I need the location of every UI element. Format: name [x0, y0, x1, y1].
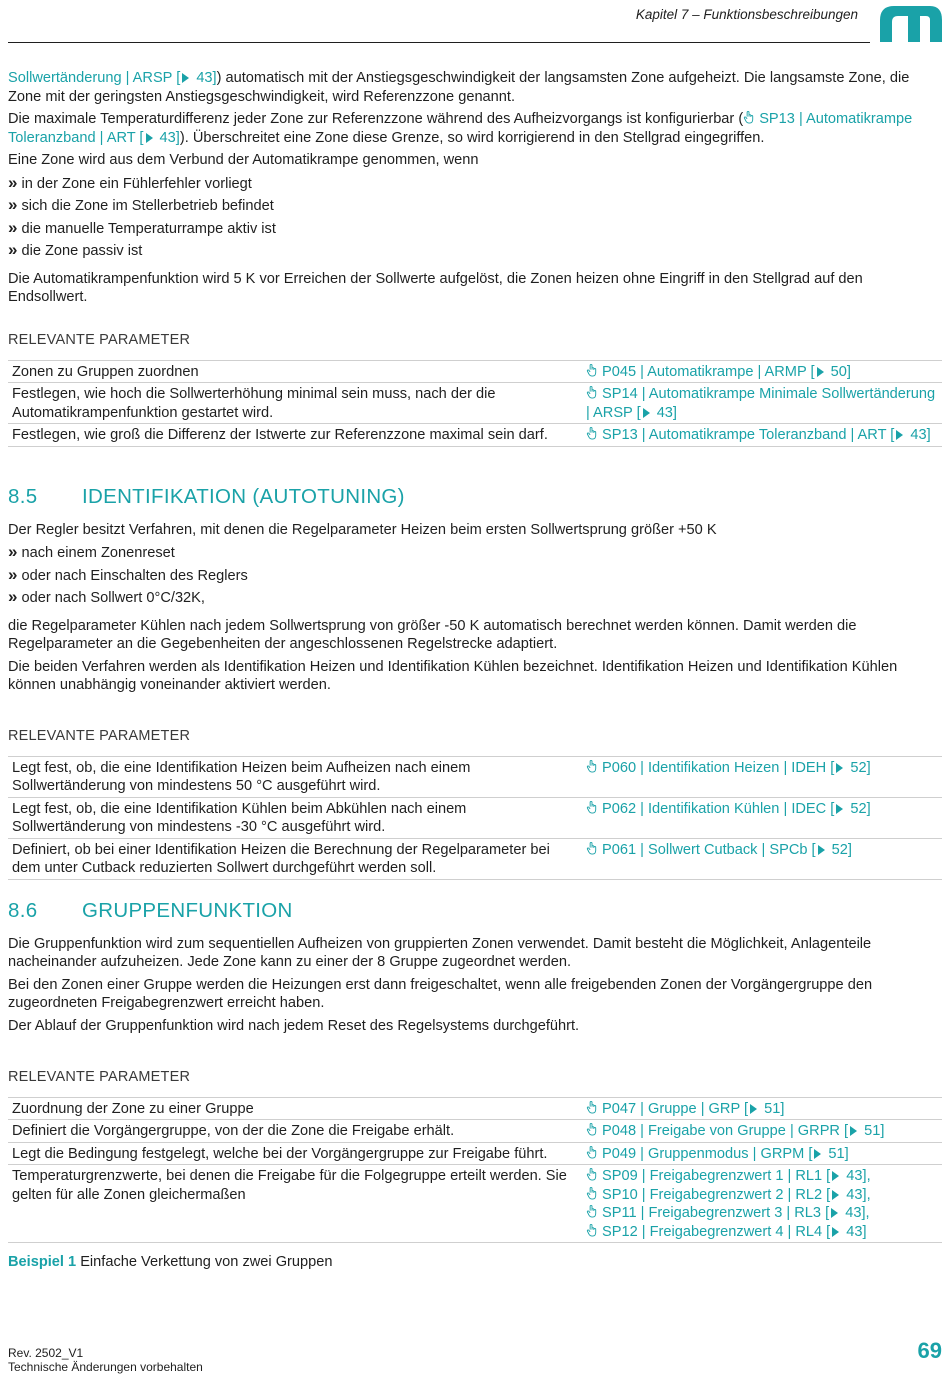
section-heading: 8.5 IDENTIFIKATION (AUTOTUNING) [8, 485, 405, 508]
param-link[interactable]: SP14 | Automatikrampe Minimale Sollwertänderung | ARSP [ 43] [574, 383, 942, 424]
params-table-1 [8, 360, 942, 447]
hand-pointer-icon [586, 1146, 598, 1159]
hand-pointer-icon [586, 364, 598, 377]
page-arrow-icon [831, 1208, 838, 1218]
section-paragraph: die Regelparameter Kühlen nach jedem Sollwertsprung von größer -50 K automatisch berechnet werden können. Damit werden die Regelparameter an die Gegebenheiten der angeschlossenen Regelstrecke adaptiert. [8, 617, 857, 652]
hand-pointer-icon [586, 1187, 598, 1200]
page-arrow-icon [817, 367, 824, 377]
param-description: Definiert, ob bei einer Identifikation Heizen die Berechnung der Regelparameter bei dem unter Cutback reduzierten Sollwert durchgeführt werden soll. [8, 838, 574, 879]
list-item: » die Zone passiv ist [8, 240, 143, 259]
page-arrow-icon [836, 763, 843, 773]
chapter-title: Kapitel 7 – Funktionsbeschreibungen [635, 7, 858, 22]
list-item: » die manuelle Temperaturrampe aktiv ist [8, 217, 276, 237]
page-arrow-icon [750, 1104, 757, 1114]
param-link[interactable]: SP10 | Freigabegrenzwert 2 | RL2 [ 43], [586, 1186, 938, 1205]
chevron-right-icon: » [8, 587, 18, 606]
page-arrow-icon [850, 1126, 857, 1136]
intro-paragraph-3: Eine Zone wird aus dem Verbund der Automatikrampe genommen, wenn [8, 152, 479, 168]
params-section-3 [8, 1068, 942, 1272]
chevron-right-icon: » [8, 172, 18, 192]
hand-pointer-icon [586, 1224, 598, 1237]
hand-pointer-icon [586, 801, 598, 814]
params-section-2 [8, 727, 942, 880]
list-item: » oder nach Einschalten des Reglers [8, 564, 248, 584]
section-8-6 [8, 899, 942, 1039]
header-rule [8, 42, 870, 43]
param-description: Zonen zu Gruppen zuordnen [8, 360, 574, 383]
page-arrow-icon [814, 1149, 821, 1159]
table-row [8, 1097, 942, 1120]
params-label: RELEVANTE PARAMETER [8, 1069, 191, 1085]
page-arrow-icon [896, 430, 903, 440]
chevron-right-icon: » [8, 195, 18, 214]
intro-paragraph-4: Die Automatikrampenfunktion wird 5 K vor Erreichen der Sollwerte aufgelöst, die Zonen heizen ohne Eingriff in den Stellgrad auf den Endsollwert. [8, 270, 863, 305]
params-label: RELEVANTE PARAMETER [8, 332, 191, 348]
table-row [8, 838, 942, 879]
hand-pointer-icon [586, 1101, 598, 1114]
param-description: Legt die Bedingung festgelegt, welche bei der Vorgängergruppe zur Freigabe führt. [8, 1142, 574, 1165]
param-link[interactable]: P048 | Freigabe von Gruppe | GRPR [ 51] [574, 1120, 942, 1143]
hand-pointer-icon [586, 1168, 598, 1181]
param-link[interactable]: P049 | Gruppenmodus | GRPM [ 51] [574, 1142, 942, 1165]
hand-pointer-icon [586, 1123, 598, 1136]
param-description: Temperaturgrenzwerte, bei denen die Freigabe für die Folgegruppe erteilt werden. Sie gelten für alle Zonen gleichermaßen [8, 1165, 574, 1243]
hand-pointer-icon [586, 760, 598, 773]
chevron-right-icon: » [8, 542, 18, 561]
hand-pointer-icon [743, 111, 755, 124]
table-row [8, 383, 942, 424]
param-description: Definiert die Vorgängergruppe, von der die Zone die Freigabe erhält. [8, 1120, 574, 1143]
table-row [8, 424, 942, 447]
table-row [8, 797, 942, 838]
example-caption: Beispiel 1 Einfache Verkettung von zwei Gruppen [8, 1254, 333, 1270]
list-item: » nach einem Zonenreset [8, 542, 175, 561]
condition-list [8, 543, 942, 608]
intro-paragraph-2: Die maximale Temperaturdifferenz jeder Zone zur Referenzzone während des Aufheizvorgangs ist konfigurierbar ( SP13 | Automatikrampe Toleranzband | ART [ 43]). Überschreitet eine Zone diese Grenze, so wird korrigierend in den Stellgrad eingegriffen. [8, 111, 913, 146]
page-arrow-icon [182, 73, 189, 83]
page-arrow-icon [146, 133, 153, 143]
param-link[interactable]: P060 | Identifikation Heizen | IDEH [ 52] [574, 756, 942, 797]
param-description: Legt fest, ob, die eine Identifikation Kühlen beim Abkühlen nach einem Sollwertänderung von mindestens -30 °C ausgeführt wird. [8, 797, 574, 838]
hand-pointer-icon [586, 386, 598, 399]
section-paragraph: Der Ablauf der Gruppenfunktion wird nach jedem Reset des Regelsystems durchgeführt. [8, 1017, 580, 1034]
hand-pointer-icon [586, 1205, 598, 1218]
page-arrow-icon [832, 1171, 839, 1181]
section-paragraph: Bei den Zonen einer Gruppe werden die Heizungen erst dann freigeschaltet, wenn alle freigebenden Zonen der Vorgängergruppe den zugeordneten Freigabegrenzwert erreicht haben. [8, 976, 873, 1011]
page-arrow-icon [832, 1190, 839, 1200]
section-paragraph: Die beiden Verfahren werden als Identifikation Heizen und Identifikation Kühlen bezeichnet. Identifikation Heizen und Identifikation Kühlen können unabhängig voneinander aktiviert werden. [8, 658, 898, 693]
link-sp13[interactable]: SP13 | Automatikrampe Toleranzband | ART [ 43] [8, 111, 913, 146]
hand-pointer-icon [586, 427, 598, 440]
chevron-right-icon: » [8, 240, 18, 259]
hand-pointer-icon [586, 842, 598, 855]
table-row [8, 1165, 942, 1243]
list-item: » sich die Zone im Stellerbetrieb befindet [8, 195, 274, 214]
section-paragraph: Die Gruppenfunktion wird zum sequentiellen Aufheizen von gruppierten Zonen verwendet. Damit besteht die Möglichkeit, Anlagenteile nacheinander aufzuheizen. Jede Zone kann zu einer der 8 Gruppe zugeordnet werden. [8, 935, 872, 970]
param-description: Zuordnung der Zone zu einer Gruppe [8, 1097, 574, 1120]
chevron-right-icon: » [8, 217, 18, 237]
page-arrow-icon [818, 845, 825, 855]
intro-section [8, 69, 942, 311]
param-link[interactable]: SP12 | Freigabegrenzwert 4 | RL4 [ 43] [586, 1223, 938, 1242]
param-link[interactable]: SP13 | Automatikrampe Toleranzband | ART [ 43] [574, 424, 942, 447]
table-row [8, 1142, 942, 1165]
section-8-5 [8, 485, 942, 699]
param-link[interactable]: P047 | Gruppe | GRP [ 51] [574, 1097, 942, 1120]
link-arsp[interactable]: Sollwertänderung | ARSP [ 43] [8, 70, 217, 86]
param-link[interactable]: SP11 | Freigabegrenzwert 3 | RL3 [ 43], [586, 1204, 938, 1223]
footer-note: Technische Änderungen vorbehalten [8, 1360, 203, 1374]
page-number: 69 [917, 1338, 942, 1363]
footer [8, 1346, 203, 1374]
intro-paragraph-1: Sollwertänderung | ARSP [ 43]) automatisch mit der Anstiegsgeschwindigkeit der langsamsten Zone aufgeheizt. Die langsamste Zone, die Zone mit der geringsten Anstiegsgeschwindigkeit, wird Referenzzone genannt. [8, 70, 910, 105]
chevron-right-icon: » [8, 564, 18, 584]
param-link-group [574, 1165, 942, 1243]
param-link[interactable]: P062 | Identifikation Kühlen | IDEC [ 52] [574, 797, 942, 838]
page-arrow-icon [832, 1227, 839, 1237]
params-section-1 [8, 331, 942, 447]
params-table-3 [8, 1097, 942, 1244]
list-item: » oder nach Sollwert 0°C/32K, [8, 587, 205, 606]
params-table-2 [8, 756, 942, 880]
brand-logo-icon [878, 2, 944, 44]
param-link[interactable]: P061 | Sollwert Cutback | SPCb [ 52] [574, 838, 942, 879]
section-heading: 8.6 GRUPPENFUNKTION [8, 899, 293, 922]
param-link[interactable]: SP09 | Freigabegrenzwert 1 | RL1 [ 43], [586, 1167, 938, 1186]
param-description: Legt fest, ob, die eine Identifikation Heizen beim Aufheizen nach einem Sollwertänderung von mindestens 50 °C ausgeführt wird. [8, 756, 574, 797]
revision: Rev. 2502_V1 [8, 1346, 84, 1360]
param-description: Festlegen, wie groß die Differenz der Istwerte zur Referenzzone maximal sein darf. [8, 424, 574, 447]
table-row [8, 360, 942, 383]
table-row [8, 756, 942, 797]
params-label: RELEVANTE PARAMETER [8, 728, 191, 744]
param-link[interactable]: P045 | Automatikrampe | ARMP [ 50] [574, 360, 942, 383]
condition-list [8, 174, 942, 261]
section-paragraph: Der Regler besitzt Verfahren, mit denen die Regelparameter Heizen beim ersten Sollwertsprung größer +50 K [8, 521, 717, 538]
page-arrow-icon [643, 408, 650, 418]
param-description: Festlegen, wie hoch die Sollwerterhöhung minimal sein muss, nach der die Automatikrampenfunktion gestartet wird. [8, 383, 574, 424]
list-item: » in der Zone ein Fühlerfehler vorliegt [8, 172, 252, 192]
page-arrow-icon [836, 804, 843, 814]
table-row [8, 1120, 942, 1143]
